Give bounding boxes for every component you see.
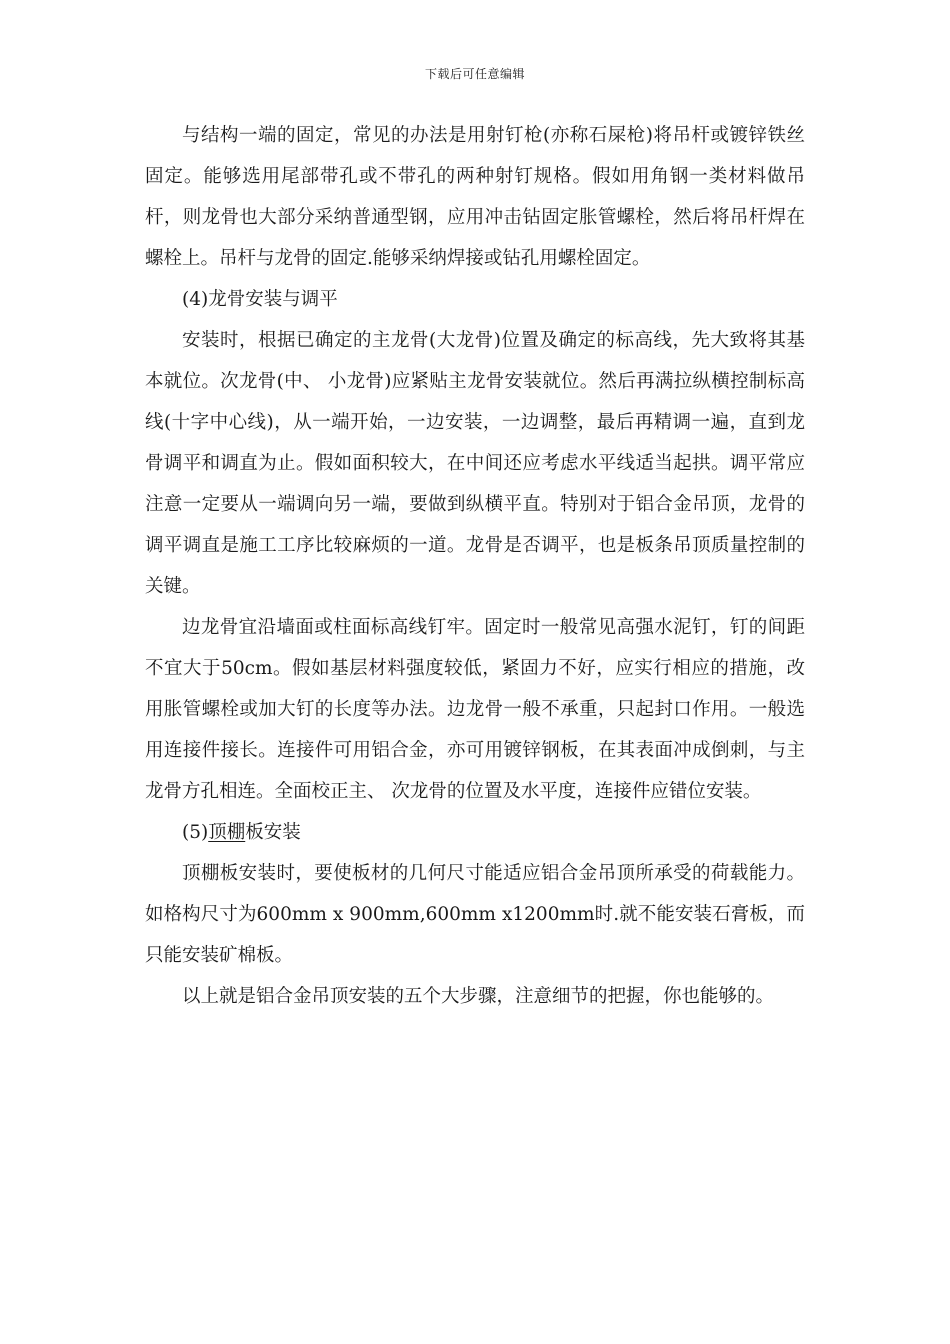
paragraph-ceiling-panel: 顶棚板安装时，要使板材的几何尺寸能适应铝合金吊顶所承受的荷载能力。如格构尺寸为600mm x 900mm,600mm x1200mm时.就不能安装石膏板，而只能安装矿棉板。 — [145, 863, 805, 966]
paragraph-hanger-fixing: 与结构一端的固定，常见的办法是用射钉枪(亦称石屎枪)将吊杆或镀锌铁丝固定。能够选用尾部带孔或不带孔的两种射钉规格。假如用角钢一类材料做吊杆，则龙骨也大部分采纳普通型钢，应用冲击钻固定胀管螺栓，然后将吊杆焊在螺栓上。吊杆与龙骨的固定.能够采纳焊接或钻孔用螺栓固定。 — [145, 125, 805, 269]
heading-5-underlined: 顶棚 — [208, 822, 246, 843]
heading-5-prefix: (5) — [182, 822, 209, 843]
paragraph-conclusion: 以上就是铝合金吊顶安装的五个大步骤，注意细节的把握，你也能够的。 — [182, 986, 775, 1007]
document-body — [145, 115, 805, 1017]
page-header: 下载后可任意编辑 — [424, 67, 525, 81]
heading-5-suffix: 板安装 — [245, 822, 301, 843]
section-heading-5 — [145, 812, 805, 853]
paragraph-keel-installation: 安装时，根据已确定的主龙骨(大龙骨)位置及确定的标高线，先大致将其基本就位。次龙骨(中、 小龙骨)应紧贴主龙骨安装就位。然后再满拉纵横控制标高线(十字中心线)，从一端开始，一边安装，一边调整，最后再精调一遍，直到龙骨调平和调直为止。假如面积较大，在中间还应考虑水平线适当起拱。调平常应注意一定要从一端调向另一端，要做到纵横平直。特别对于铝合金吊顶，龙骨的调平调直是施工工序比较麻烦的一道。龙骨是否调平，也是板条吊顶质量控制的关键。 — [145, 330, 805, 597]
paragraph-edge-keel: 边龙骨宜沿墙面或柱面标高线钉牢。固定时一般常见高强水泥钉，钉的间距不宜大于50cm。假如基层材料强度较低，紧固力不好，应实行相应的措施，改用胀管螺栓或加大钉的长度等办法。边龙骨一般不承重，只起封口作用。一般选用连接件接长。连接件可用铝合金，亦可用镀锌钢板，在其表面冲成倒刺，与主龙骨方孔相连。全面校正主、 次龙骨的位置及水平度，连接件应错位安装。 — [145, 617, 805, 802]
section-heading-4: (4)龙骨安装与调平 — [182, 289, 338, 310]
